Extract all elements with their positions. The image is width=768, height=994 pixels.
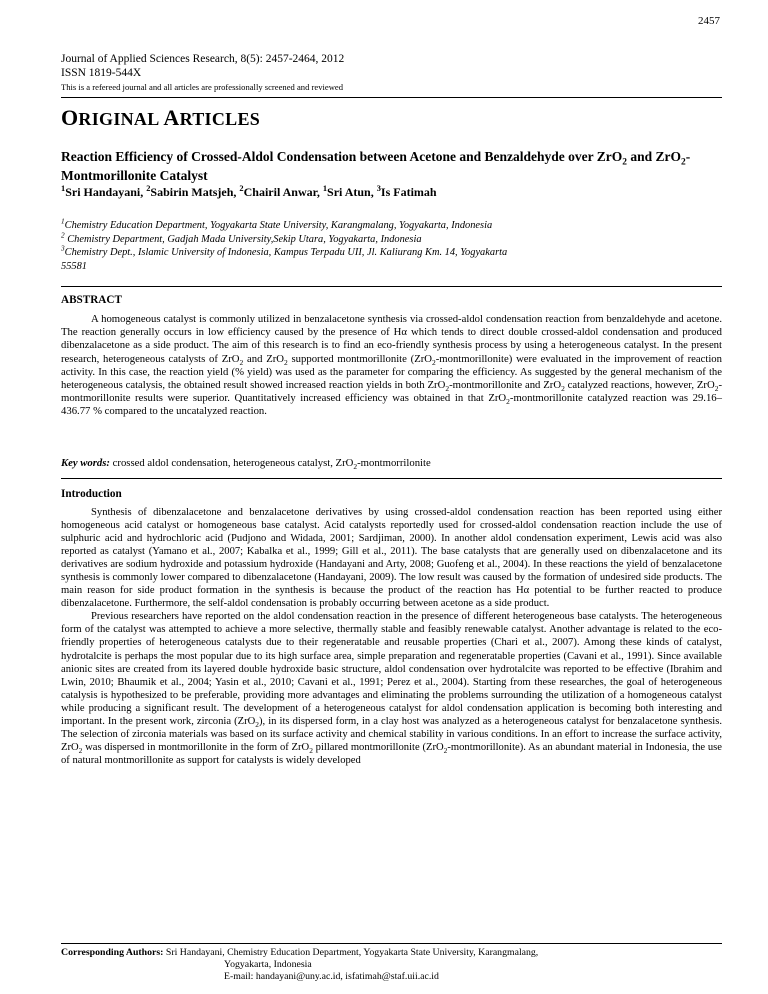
abstract-top-rule [61, 286, 722, 287]
keywords: Key words: crossed aldol condensation, heterogeneous catalyst, ZrO$_2$-montmorrilonite [61, 457, 431, 472]
section-heading: ORIGINAL ARTICLES [61, 105, 261, 130]
refereed-notice: This is a refereed journal and all articles are professionally screened and reviewed [61, 82, 344, 92]
paragraph-1: Synthesis of dibenzalacetone and benzalacetone derivatives by using crossed-aldol condensation reaction has been reported using either homogeneous acid catalyst or homogeneous base catalyst. Acid catalysts reportedly used for crossed-aldol condensation reaction include the use of sulphuric acid and hydrochloric acid (Pudjono and Widada, 2001; Sardjiman, 2000). In another aldol condensation experiment, Lewis acid was also reported as catalyst (Yamano et al., 2007; Kabalka et al., 1999; Gill et al., 2011). The base catalysts that are generally used on dibenzalacetone and its derivatives are sodium hydroxide and potassium hydroxide (Handayani and Arty, 2008; Guofeng et al., 2004). In these reactions the yield of benzalacetone synthesis is commonly lower compared to dibenzalacetone (Handayani, 2009). The low result was caused by the formation of undesired side products. The main reason for side product formation in the synthesis is because the product of the reaction has Hα potential to be further reacted to produce dibenzalacetone. Furthermore, the self-aldol condensation is probably occurring between acetone as a side product. [61, 507, 722, 610]
introduction-body [61, 506, 722, 767]
page-number: 2457 [698, 15, 720, 27]
journal-citation: Journal of Applied Sciences Research, 8(5): 2457-2464, 2012 [61, 53, 345, 65]
affiliation-1: $^1$Chemistry Education Department, Yogyakarta State University, Karangmalang, Yogyakarta, Indonesia [61, 217, 493, 231]
keywords-rule [61, 478, 722, 479]
affiliation-3-cont: 55581 [61, 260, 87, 272]
introduction-heading: Introduction [61, 488, 122, 500]
author-list: $^1$Sri Handayani, $^2$Sabirin Matsjeh, $^2$Chairil Anwar, $^1$Sri Atun, $^3$Is Fatimah [61, 184, 437, 199]
affiliation-3: $^3$Chemistry Dept., Islamic University of Indonesia, Kampus Terpadu UII, Jl. Kaliurang Km. 14, Yogyakarta [61, 244, 508, 258]
paper-title: Reaction Efficiency of Crossed-Aldol Condensation between Acetone and Benzaldehyde over ZrO$_2$ and ZrO$_2$-Montmorillonite Catalyst [61, 149, 691, 183]
journal-header [61, 52, 344, 80]
corresponding-authors: Corresponding Authors: Sri Handayani, Chemistry Education Department, Yogyakarta State University, Karangmalang, Yogyakarta, Indonesia E-mail: handayani@uny.ac.id, isfatimah@staf.uii.ac.id [61, 947, 722, 983]
email-line: E-mail: handayani@uny.ac.id, isfatimah@staf.uii.ac.id [224, 971, 439, 982]
journal-issn: ISSN 1819-544X [61, 67, 142, 79]
affiliations [61, 219, 722, 273]
affiliation-2: $^2$ Chemistry Department, Gadjah Mada University,Sekip Utara, Yogyakarta, Indonesia [61, 231, 422, 245]
footer-rule [61, 943, 722, 944]
abstract-heading: ABSTRACT [61, 294, 122, 306]
header-rule [61, 97, 722, 98]
abstract-text: A homogeneous catalyst is commonly utilized in benzalacetone synthesis via crossed-aldol condensation reaction from benzaldehyde and acetone. The reaction generally occurs in low efficiency caused by the presence of Hα which tends to direct double crossed-aldol condensation and produced dibenzalacetone as a side product. The aim of this research is to find an eco-friendly synthesis process by using a heterogeneous catalyst. In the present research, heterogeneous catalysts of ZrO$_2$ and ZrO$_2$ supported montmorillonite (ZrO$_2$-montmorillonite) were evaluated in the improvement of reaction activity. In this case, the reaction yield (% yield) was used as the parameter for comparing the efficiency. As suggested by the general mechanism of the heterogeneous catalysis, the obtained result showed increased reaction yields in both ZrO$_2$-montmorillonite and ZrO$_2$ catalyzed reactions, however, ZrO$_2$-montmorillonite results were superior. Quantitatively increased efficiency was obtained in that ZrO$_2$-montmorillonite catalyzed reaction was 29.16–436.77 % compared to the uncatalyzed reaction. [61, 313, 722, 418]
paragraph-2: Previous researchers have reported on the aldol condensation reaction in the presence of different heterogeneous base catalysts. The heterogeneous form of the catalyst was attempted to achieve a more selective, thermally stable and feasibly renewable catalyst. Another advantage is related to the eco-friendly properties of heterogeneous catalysts due to their regeneratable and reusable properties (Chari et al., 2007). Among these kinds of catalyst, hydrotalcite is perhaps the most popular due to its high surface area, simple preparation and regeneratable properties (Cavani et al., 1991). Since available anionic sites are created from its layered double hydroxide basic structure, aldol condensation over hydrotalcite was reported to be effective (Ibrahim and Lwin, 2010; Bhaumik et al., 2004; Yasin et al., 2010; Cavani et al., 1991; Perez et al., 2004). Starting from these researches, the goal of heterogeneous catalysis is hypothesized to be preferable, providing more advantages and eliminating the problems surrounding the utilization of a homogeneous catalyst while producing a significant result. The development of a heterogeneous catalyst for aldol condensation application is becoming both interesting and important. In the present work, zirconia (ZrO$_2$), in its dispersed form, in a clay host was analyzed as a heterogeneous catalyst for benzalacetone synthesis. The selection of zirconia materials was based on its surface activity and chemical stability in various conditions. In an effort to increase the surface activity, ZrO$_2$ was dispersed in montmorillonite in the form of ZrO$_2$ pillared montmorillonite (ZrO$_2$-montmorillonite). As an abundant material in Indonesia, the use of natural montmorillonite as support for catalysts is widely developed [61, 611, 722, 766]
